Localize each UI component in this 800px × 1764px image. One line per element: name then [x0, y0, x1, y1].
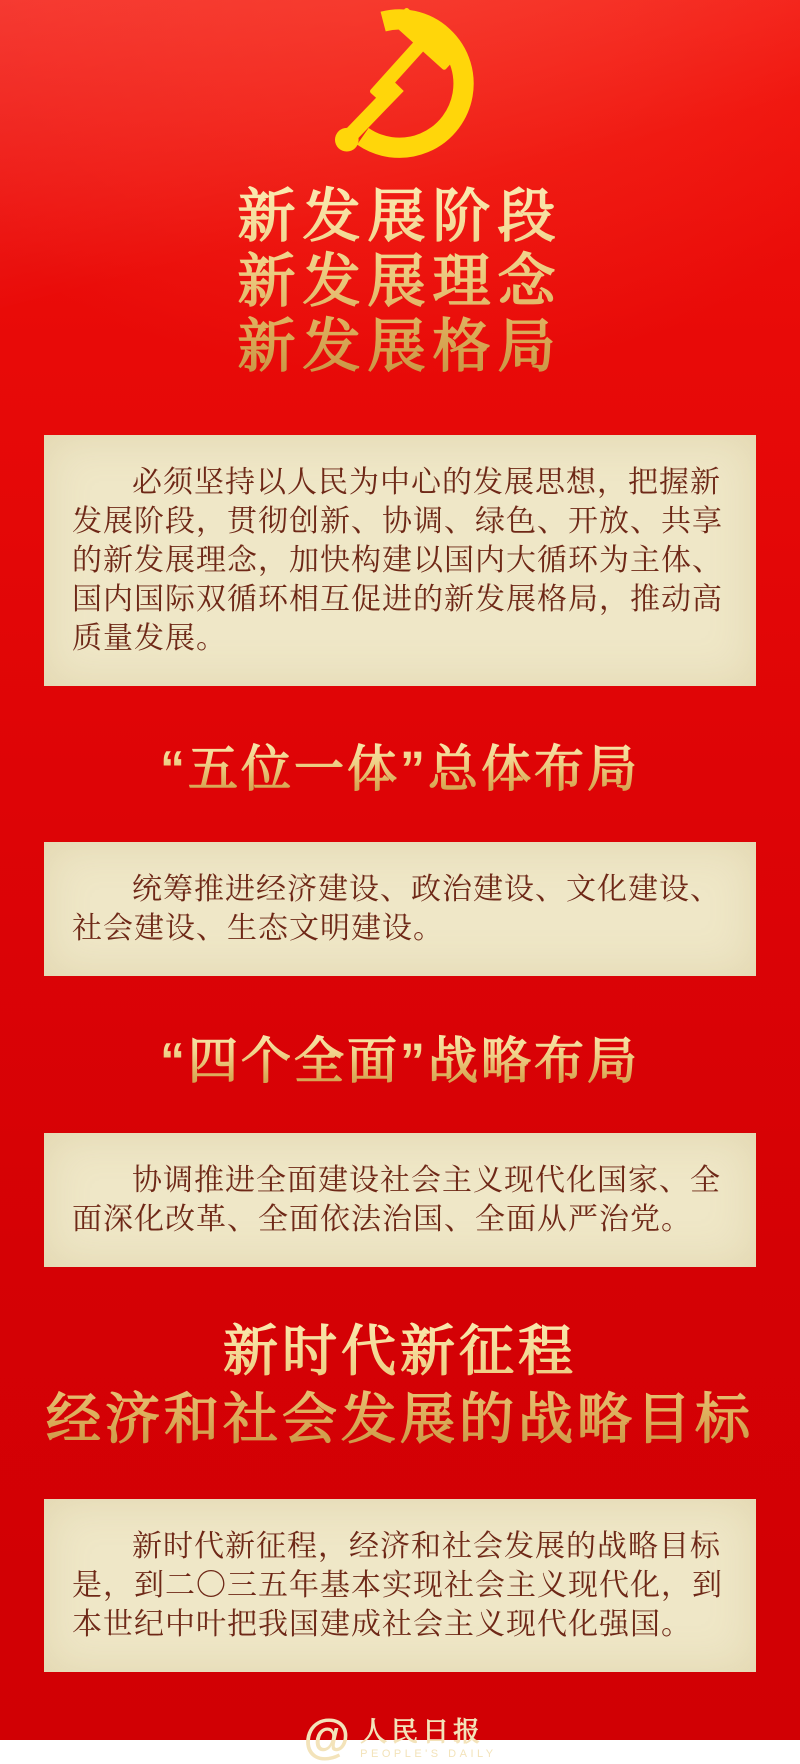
- strategic-goal-heading-line-2: 经济和社会发展的战略目标: [45, 1388, 754, 1450]
- heading-five-in-one: “五位一体”总体布局: [0, 738, 800, 800]
- five-in-one-text: 统筹推进经济建设、政治建设、文化建设、社会建设、生态文明建设。: [72, 872, 721, 945]
- peoples-daily-logo: [0, 1710, 800, 1764]
- four-comprehensives-text: 协调推进全面建设社会主义现代化国家、全面深化改革、全面依法治国、全面从严治党。: [72, 1164, 721, 1236]
- strategic-goal-heading-line-1: 新时代新征程: [222, 1320, 577, 1382]
- logo-english-name: PEOPLE'S DAILY: [360, 1748, 497, 1761]
- poster-title: [0, 184, 800, 379]
- heading-strategic-goal: [0, 1317, 800, 1453]
- hammer-and-sickle-icon: [314, 8, 486, 160]
- five-in-one-panel: [44, 842, 756, 976]
- strategic-goal-panel: [44, 1499, 756, 1672]
- strategic-goal-text: 新时代新征程，经济和社会发展的战略目标是，到二〇三五年基本实现社会主义现代化，到本世纪中叶把我国建成社会主义现代化强国。: [72, 1529, 723, 1641]
- title-line-3: 新发展格局: [237, 314, 563, 379]
- title-line-2: 新发展理念: [237, 249, 563, 314]
- party-emblem: [0, 0, 800, 162]
- heading-four-comprehensives: “四个全面”战略布局: [0, 1030, 800, 1092]
- at-symbol-icon: @: [303, 1710, 351, 1764]
- four-comprehensives-panel: [44, 1133, 756, 1267]
- intro-text: 必须坚持以人民为中心的发展思想，把握新发展阶段，贯彻创新、协调、绿色、开放、共享的新发展理念，加快构建以国内大循环为主体、国内国际双循环相互促进的新发展格局，推动高质量发展。: [72, 466, 723, 655]
- intro-panel: [44, 435, 756, 686]
- title-line-1: 新发展阶段: [237, 184, 563, 249]
- logo-chinese-name: 人民日报: [360, 1717, 485, 1748]
